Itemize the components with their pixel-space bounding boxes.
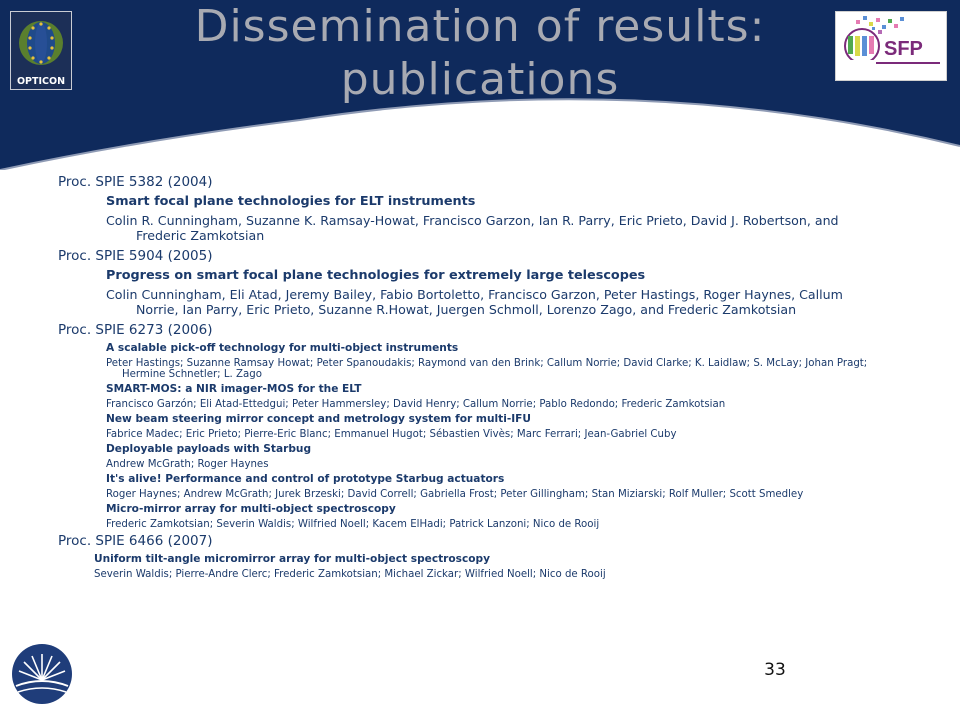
publication-list (0, 172, 960, 582)
paper-authors: Severin Waldis; Pierre-Andre Clerc; Frederic Zamkotsian; Michael Zickar; Wilfried Noell; Nico de Rooij (94, 569, 606, 580)
paper-title: New beam steering mirror concept and metrology system for multi-IFU (106, 413, 532, 425)
paper-title: Micro-mirror array for multi-object spectroscopy (106, 503, 396, 515)
paper-authors: Andrew McGrath; Roger Haynes (106, 459, 269, 470)
opticon-logo (10, 11, 72, 90)
paper-title: SMART-MOS: a NIR imager-MOS for the ELT (106, 383, 362, 395)
sfp-logo (835, 11, 947, 81)
paper-title: A scalable pick-off technology for multi-object instruments (106, 342, 459, 354)
slide-title (120, 0, 840, 106)
slide-title-line1: Dissemination of results: (194, 1, 766, 52)
proc-group-2007 (0, 532, 960, 580)
proc-group-2004 (0, 173, 960, 243)
paper-authors: Roger Haynes; Andrew McGrath; Jurek Brzeski; David Correll; Gabriella Frost; Peter Gillingham; Stan Miziarski; Rolf Muller; Scott Smedley (106, 489, 804, 500)
opticon-logo-text: OPTICON (16, 76, 66, 87)
paper-title: It's alive! Performance and control of prototype Starbug actuators (106, 473, 505, 485)
paper-authors: Colin Cunningham, Eli Atad, Jeremy Bailey, Fabio Bortoletto, Francisco Garzon, Peter Hastings, Roger Haynes, Callum Norrie, Ian Parry, Eric Prieto, Suzanne R.Howat, Juergen Schmoll, Lorenzo Zago, and Frederic Zamkotsian (106, 287, 843, 317)
paper-authors: Fabrice Madec; Eric Prieto; Pierre-Eric Blanc; Emmanuel Hugot; Sébastien Vivès; Marc Ferrari; Jean-Gabriel Cuby (106, 429, 677, 440)
proc-group-2006 (0, 321, 960, 530)
paper-title: Smart focal plane technologies for ELT instruments (106, 194, 476, 209)
paper-authors: Peter Hastings; Suzanne Ramsay Howat; Peter Spanoudakis; Raymond van den Brink; Callum Norrie; David Clarke; K. Laidlaw; S. McLay; Johan Pragt; Hermine Schnetler; L. Zago (106, 358, 868, 380)
observatory-logo (10, 642, 74, 706)
sfp-logo-underline (876, 62, 940, 64)
proc-group-2005 (0, 247, 960, 317)
paper-title: Uniform tilt-angle micromirror array for multi-object spectroscopy (94, 553, 491, 565)
sfp-logo-text: SFP (884, 38, 923, 60)
proc-heading: Proc. SPIE 6466 (2007) (58, 533, 213, 549)
paper-authors: Colin R. Cunningham, Suzanne K. Ramsay-Howat, Francisco Garzon, Ian R. Parry, Eric Prieto, David J. Robertson, and Frederic Zamkotsian (106, 213, 839, 243)
proc-heading: Proc. SPIE 6273 (2006) (58, 322, 213, 338)
paper-title: Progress on smart focal plane technologies for extremely large telescopes (106, 268, 646, 283)
proc-heading: Proc. SPIE 5904 (2005) (58, 248, 213, 264)
paper-authors: Francisco Garzón; Eli Atad-Ettedgui; Peter Hammersley; David Henry; Callum Norrie; Pablo Redondo; Frederic Zamkotsian (106, 399, 726, 410)
paper-title: Deployable payloads with Starbug (106, 443, 312, 455)
page-number: 33 (764, 660, 786, 680)
slide-title-line2: publications (340, 54, 620, 105)
proc-heading: Proc. SPIE 5382 (2004) (58, 174, 213, 190)
paper-authors: Frederic Zamkotsian; Severin Waldis; Wilfried Noell; Kacem ElHadi; Patrick Lanzoni; Nico de Rooij (106, 519, 600, 530)
